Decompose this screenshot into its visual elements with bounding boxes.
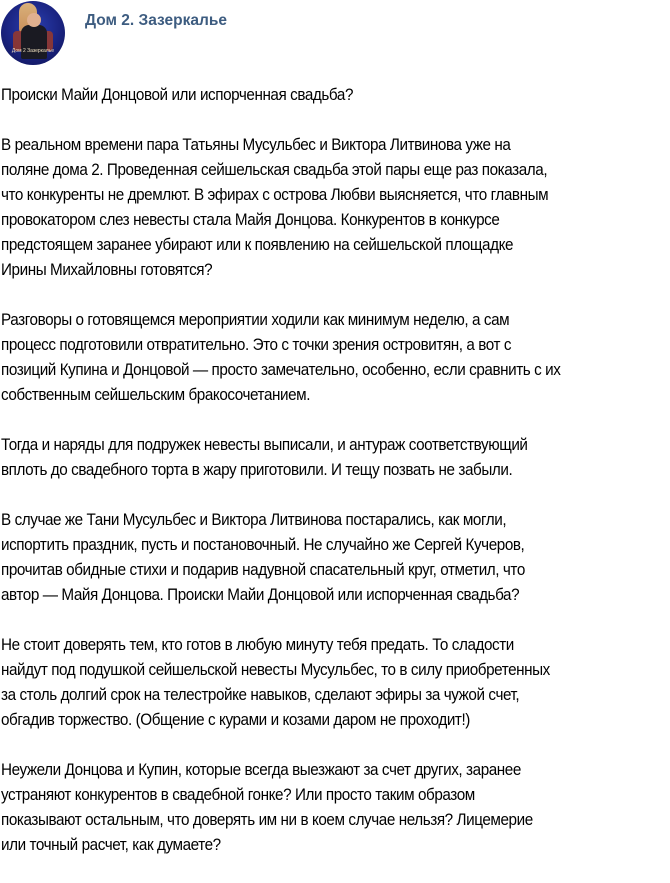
paragraph-line: позиций Купина и Донцовой — просто замечательно, особенно, если сравнить с их bbox=[1, 361, 561, 379]
paragraph-line: процесс подготовили отвратительно. Это с точки зрения островитян, а вот с bbox=[1, 336, 512, 354]
paragraph-line: или точный расчет, как думаете? bbox=[1, 836, 221, 854]
post-paragraph-4 bbox=[1, 508, 622, 608]
paragraph-line: прочитав обидные стихи и подарив надувной спасательный круг, отметил, что bbox=[1, 561, 525, 579]
paragraph-line: поляне дома 2. Проведенная сейшельская свадьба этой пары еще раз показала, bbox=[1, 161, 548, 179]
paragraph-line: Тогда и наряды для подружек невесты выписали, и антураж соответствующий bbox=[1, 436, 528, 454]
paragraph-line: Разговоры о готовящемся мероприятии ходили как минимум неделю, а сам bbox=[1, 311, 510, 329]
paragraph-line: провокатором слез невесты стала Майя Донцова. Конкурентов в конкурсе bbox=[1, 211, 500, 229]
paragraph-line: показывают остальным, что доверять им ни в коем случае нельзя? Лицемерие bbox=[1, 811, 533, 829]
paragraph-line: вплоть до свадебного торта в жару приготовили. И тещу позвать не забыли. bbox=[1, 461, 513, 479]
paragraph-line: испортить праздник, пусть и постановочный. Не случайно же Сергей Кучеров, bbox=[1, 536, 525, 554]
paragraph-line: найдут под подушкой сейшельской невесты Мусульбес, то в силу приобретенных bbox=[1, 661, 550, 679]
paragraph-line: Не стоит доверять тем, кто готов в любую минуту тебя предать. То сладости bbox=[1, 636, 514, 654]
post-title bbox=[1, 83, 622, 108]
paragraph-line: собственным сейшельским бракосочетанием. bbox=[1, 386, 311, 404]
avatar-caption: Дом 2 Зазеркалье bbox=[11, 48, 55, 54]
avatar-figure-man-head bbox=[27, 13, 41, 27]
group-title-link[interactable]: Дом 2. Зазеркалье bbox=[85, 12, 227, 29]
post-title-text: Происки Майи Донцовой или испорченная свадьба? bbox=[1, 86, 354, 104]
paragraph-line: устраняют конкурентов в свадебной гонке? Или просто таким образом bbox=[1, 786, 475, 804]
paragraph-line: автор — Майя Донцова. Происки Майи Донцовой или испорченная свадьба? bbox=[1, 586, 520, 604]
post-paragraph-1 bbox=[1, 133, 622, 283]
paragraph-line: обгадив торжество. (Общение с курами и козами даром не проходит!) bbox=[1, 711, 470, 729]
group-avatar[interactable] bbox=[1, 1, 65, 65]
paragraph-line: что конкуренты не дремлют. В эфирах с острова Любви выясняется, что главным bbox=[1, 186, 549, 204]
post-paragraph-5 bbox=[1, 633, 622, 733]
paragraph-line: за столь долгий срок на телестройке навыков, сделают эфиры за чужой счет, bbox=[1, 686, 520, 704]
post-header bbox=[0, 0, 670, 70]
paragraph-line: предстоящем заранее убирают или к появлению на сейшельской площадке bbox=[1, 236, 514, 254]
paragraph-line: В случае же Тани Мусульбес и Виктора Литвинова постарались, как могли, bbox=[1, 511, 507, 529]
paragraph-line: Неужели Донцова и Купин, которые всегда выезжают за счет других, заранее bbox=[1, 761, 521, 779]
paragraph-line: Ирины Михайловны готовятся? bbox=[1, 261, 213, 279]
paragraph-line: В реальном времени пара Татьяны Мусульбес и Виктора Литвинова уже на bbox=[1, 136, 511, 154]
post-paragraph-6 bbox=[1, 758, 622, 858]
post-paragraph-2 bbox=[1, 308, 622, 408]
post-paragraph-3 bbox=[1, 433, 622, 483]
post-body bbox=[1, 83, 669, 883]
